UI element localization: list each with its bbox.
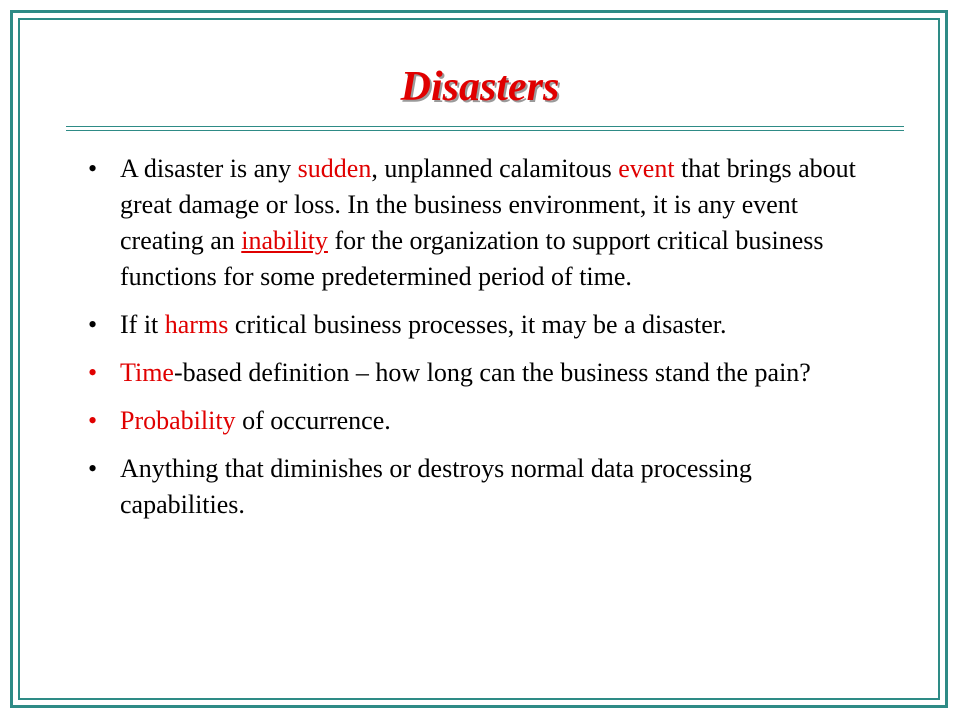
- bullet-text: -based definition – how long can the business stand the pain?: [173, 358, 811, 387]
- bullet-marker: •: [88, 154, 98, 183]
- bullet-item-anything: [86, 451, 876, 523]
- bullet-text: A disaster is any: [120, 154, 298, 183]
- highlight-sudden: sudden: [297, 154, 372, 183]
- bullet-text: critical business processes, it may be a disaster.: [228, 310, 727, 339]
- highlight-probability: Probability: [120, 406, 236, 435]
- highlight-harms: harms: [164, 310, 229, 339]
- title-divider: [66, 126, 904, 131]
- bullet-text: for the organization to support critical business functions for some predetermined period of time.: [120, 226, 824, 291]
- bullet-item-harms: [86, 307, 876, 343]
- bullet-item-time-based: [86, 355, 876, 391]
- highlight-time: Time: [120, 358, 174, 387]
- bullet-text: of occurrence.: [235, 406, 391, 435]
- bullet-marker: •: [88, 358, 98, 387]
- bullet-text: If it: [120, 310, 165, 339]
- highlight-inability-link[interactable]: inability: [241, 226, 328, 255]
- bullet-item-probability: [86, 403, 876, 439]
- bullet-marker: •: [88, 406, 98, 435]
- bullet-text: Anything that diminishes or destroys normal data processing capabilities.: [120, 454, 752, 519]
- bullet-list: [86, 151, 876, 535]
- bullet-text: that brings about great damage or loss. In the business environment, it is any event creating an: [120, 154, 856, 255]
- highlight-event: event: [618, 154, 675, 183]
- slide-title: Disasters: [400, 64, 560, 110]
- bullet-marker: •: [88, 310, 98, 339]
- bullet-item-disaster-definition: [86, 151, 876, 295]
- bullet-marker: •: [88, 454, 98, 483]
- bullet-text: , unplanned calamitous: [371, 154, 619, 183]
